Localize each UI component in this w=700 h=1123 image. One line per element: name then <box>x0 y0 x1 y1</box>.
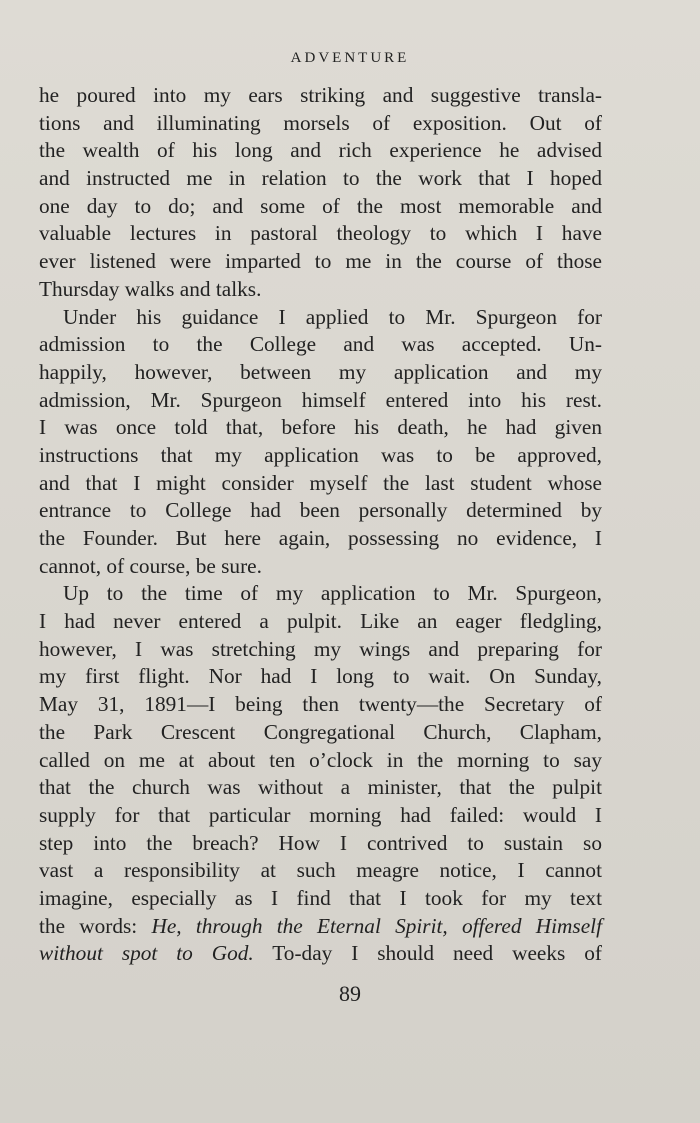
text-line: admission to the College and was accepted. Un- <box>39 332 602 357</box>
text-line: vast a responsibility at such meagre notice, I cannot <box>39 858 602 883</box>
text-line: and that I might consider myself the last student whose <box>39 470 602 495</box>
italic-quote: He, through the Eternal Spirit, offered Himself <box>151 913 602 938</box>
text-line: entrance to College had been personally determined by <box>39 498 602 523</box>
text-line: the wealth of his long and rich experience he advised <box>39 138 602 163</box>
text-line: ever listened were imparted to me in the course of those <box>39 249 602 274</box>
text-line: one day to do; and some of the most memorable and <box>39 193 602 218</box>
text-line: cannot, of course, be sure. <box>39 553 262 578</box>
text-line: I was once told that, before his death, he had given <box>39 415 602 440</box>
text-line: called on me at about ten o’clock in the morning to say <box>39 747 602 772</box>
text-line: and instructed me in relation to the work that I hoped <box>39 166 602 191</box>
text-line: that the church was without a minister, that the pulpit <box>39 775 602 800</box>
text-line: valuable lectures in pastoral theology to which I have <box>39 221 602 246</box>
text-line: May 31, 1891—I being then twenty—the Secretary of <box>39 692 602 717</box>
text-line: tions and illuminating morsels of exposition. Out of <box>39 110 602 135</box>
text-line: Thursday walks and talks. <box>39 276 262 301</box>
text-line: the Founder. But here again, possessing no evidence, I <box>39 526 602 550</box>
italic-quote: without spot to God. <box>39 941 254 966</box>
text-line: imagine, especially as I find that I took for my text <box>39 885 602 910</box>
text-line: admission, Mr. Spurgeon himself entered into his rest. <box>39 387 602 412</box>
text-line: however, I was stretching my wings and preparing for <box>39 636 602 661</box>
body-text <box>39 82 602 968</box>
text-line: he poured into my ears striking and suggestive transla- <box>39 83 602 107</box>
text-line: my first flight. Nor had I long to wait. On Sunday, <box>39 664 602 689</box>
running-head: ADVENTURE <box>290 50 410 66</box>
text-line: the Park Crescent Congregational Church, Clapham, <box>39 719 602 744</box>
text-line <box>39 940 602 968</box>
text-line <box>39 913 602 941</box>
page-number: 89 <box>339 981 361 1006</box>
text-run: the words: <box>39 913 152 938</box>
text-run: To-day I should need weeks of <box>253 941 602 966</box>
text-line: step into the breach? How I contrived to sustain so <box>39 830 602 855</box>
text-line: happily, however, between my application and my <box>39 359 602 384</box>
text-line: Up to the time of my application to Mr. Spurgeon, <box>63 581 602 606</box>
text-line: Under his guidance I applied to Mr. Spurgeon for <box>63 304 602 329</box>
text-line: I had never entered a pulpit. Like an eager fledgling, <box>39 609 602 634</box>
text-line: supply for that particular morning had failed: would I <box>39 802 602 827</box>
text-line: instructions that my application was to be approved, <box>39 442 602 467</box>
